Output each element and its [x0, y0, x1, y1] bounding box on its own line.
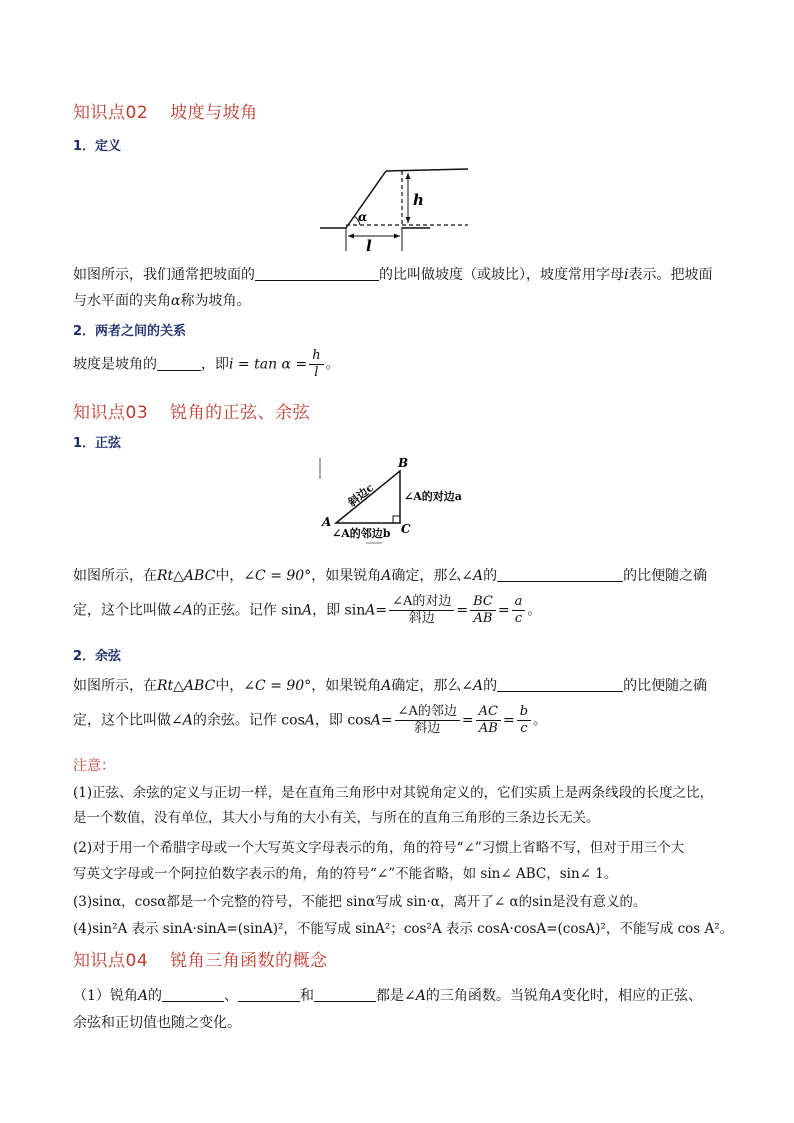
- relationship-line: 坡度是坡角的 ，即i = tan α = $\frac{h}{l}$ 。: [73, 348, 340, 380]
- slope-diagram: [318, 163, 473, 258]
- subheading-relationship: 2．两者之间的关系: [73, 324, 187, 339]
- section-heading-02: [73, 98, 258, 123]
- section-number: 知识点03: [73, 403, 149, 423]
- cosine-paragraph-line2: 定，这个比叫做∠A的余弦。记作 cosA，即 cosA= $\frac{\text{∠A的邻边}}{\text{斜边}}$ = $\frac{AC}{AB}$ = $\frac{b}{c}$ 。: [73, 704, 548, 736]
- note-2-line1: (2)对于用一个希腊字母或一个大写英文字母表示的角，角的符号“∠”习惯上省略不写，但对于用三个大: [73, 840, 685, 856]
- subheading-cosine: 2．余弦: [73, 649, 122, 664]
- opposite-side-label: ∠A的对边a: [404, 490, 462, 503]
- blank-fill-slope: [255, 266, 379, 281]
- note-1-line2: 是一个数值，没有单位，其大小与角的大小有关，与所在的直角三角形的三条边长无关。: [73, 810, 600, 826]
- section-title: 锐角三角函数的概念: [170, 951, 328, 971]
- vertex-c-label: C: [401, 522, 411, 536]
- sine-fraction-segments: $\frac{BC}{AB}$: [470, 594, 496, 627]
- sine-paragraph-line2: 定，这个比叫做∠A的正弦。记作 sinA，即 sinA= $\frac{\text{∠A的对边}}{\text{斜边}}$ = $\frac{BC}{AB}$ = $\frac{a}{c}$ 。: [73, 594, 542, 626]
- section-title: 坡度与坡角: [170, 103, 258, 123]
- section-heading-04: [73, 946, 328, 971]
- right-triangle-diagram: [318, 455, 488, 550]
- subheading-definition: 1．定义: [73, 139, 122, 154]
- sine-fraction-words: $\frac{\text{∠A的对边}}{\text{斜边}}$: [389, 594, 454, 627]
- sine-paragraph-line1: 如图所示，在Rt△ABC中，∠C = 90°，如果锐角A确定，那么∠A的 的比便随之确: [73, 568, 708, 584]
- vertex-a-label: A: [322, 515, 332, 529]
- vertex-b-label: B: [398, 456, 409, 470]
- hypotenuse-label: 斜边c: [345, 481, 377, 510]
- slope-paragraph-line2: 与水平面的夹角α称为坡角。: [73, 293, 251, 309]
- arrow-head-left: [348, 234, 354, 239]
- alpha-label: α: [358, 210, 368, 224]
- note-heading: 注意：: [73, 758, 115, 774]
- adjacent-side-label: ∠A的邻边b: [332, 527, 391, 540]
- top-plateau-line: [386, 169, 468, 171]
- blank-fill-function-3: [314, 987, 376, 1002]
- note-4: (4)sin²A 表示 sinA·sinA=(sinA)²，不能写成 sinA²；cos²A 表示 cosA·cosA=(cosA)²，不能写成 cos A²。: [73, 921, 734, 937]
- h-label: h: [413, 191, 424, 209]
- note-1-line1: (1)正弦、余弦的定义与正切一样，是在直角三角形中对其锐角定义的，它们实质上是两条线段的长度之比，: [73, 785, 714, 801]
- blank-fill-relationship: [157, 356, 201, 371]
- concept-line2: 余弦和正切值也随之变化。: [73, 1015, 241, 1031]
- blank-fill-function-1: [162, 987, 224, 1002]
- cosine-fraction-segments: $\frac{AC}{AB}$: [476, 704, 501, 737]
- section-heading-03: [73, 398, 310, 423]
- subheading-sine: 1．正弦: [73, 436, 122, 451]
- cosine-fraction-letters: $\frac{b}{c}$: [517, 704, 531, 737]
- arrow-head-up: [406, 173, 411, 179]
- section-title: 锐角的正弦、余弦: [170, 403, 311, 423]
- blank-fill-function-2: [238, 987, 300, 1002]
- blank-fill-cosine: [497, 677, 623, 692]
- note-2-line2: 写英文字母或一个阿拉伯数字表示的角，角的符号“∠”不能省略，如 sin∠ ABC，sin∠ 1。: [73, 866, 618, 882]
- cosine-paragraph-line1: 如图所示，在Rt△ABC中，∠C = 90°，如果锐角A确定，那么∠A的 的比便随之确: [73, 678, 708, 694]
- concept-line1: （1）锐角A的 、 和 都是∠A的三角函数。当锐角A变化时，相应的正弦、: [73, 988, 703, 1004]
- section-number: 知识点02: [73, 103, 149, 123]
- l-label: l: [366, 237, 372, 255]
- cosine-fraction-words: $\frac{\text{∠A的邻边}}{\text{斜边}}$: [395, 704, 460, 737]
- blank-fill-sine: [497, 567, 623, 582]
- right-angle-mark: [393, 516, 400, 523]
- arrow-head-right: [394, 234, 400, 239]
- sine-fraction-letters: $\frac{a}{c}$: [512, 594, 526, 627]
- fraction-h-over-l: $\frac{h}{l}$: [309, 348, 323, 381]
- section-number: 知识点04: [73, 951, 149, 971]
- note-3: (3)sinα，cosα都是一个完整的符号，不能把 sinα写成 sin·α，离开了∠ α的sin是没有意义的。: [73, 894, 647, 910]
- slope-paragraph-line1: 如图所示，我们通常把坡面的 的比叫做坡度（或坡比），坡度常用字母i表示。把坡面: [73, 267, 713, 283]
- arrow-head-down: [406, 217, 411, 223]
